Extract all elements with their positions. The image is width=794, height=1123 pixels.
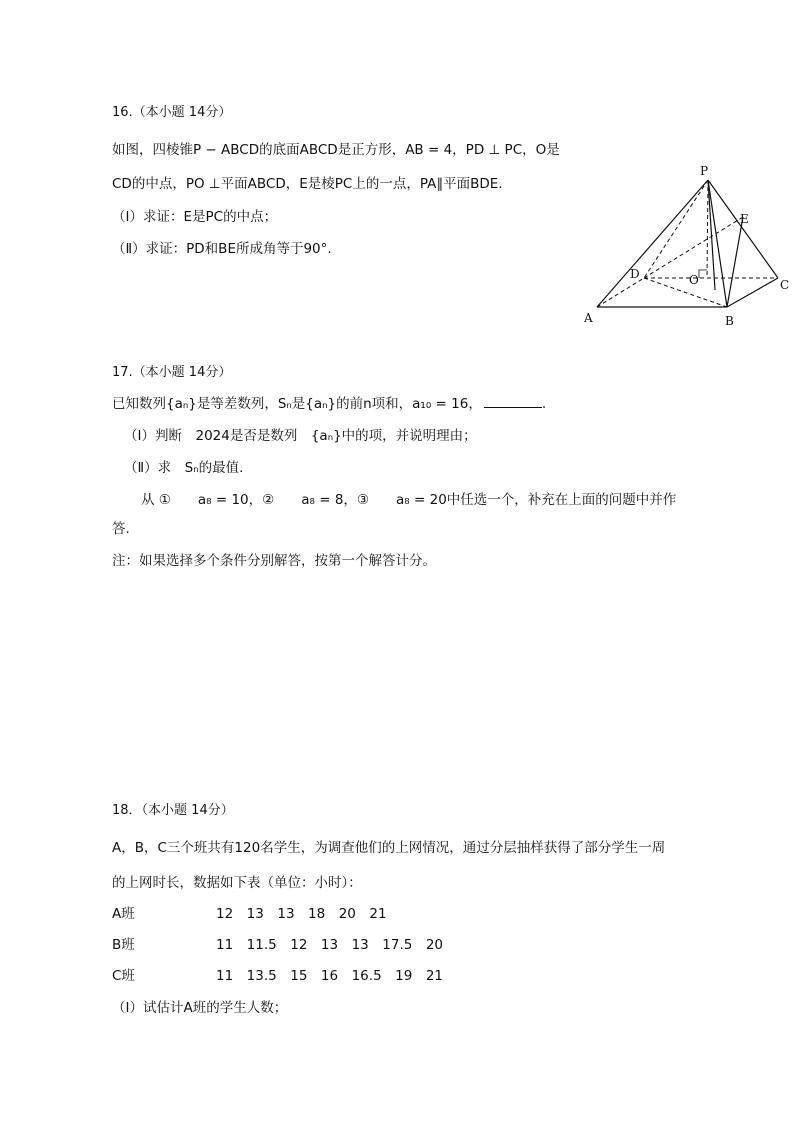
- q17-part1: （Ⅰ）判断 2024是否是数列 {aₙ}中的项，并说明理由；: [124, 428, 477, 444]
- row-values-b: 11 11.5 12 13 13 17.5 20: [216, 937, 444, 953]
- q18-part1: （Ⅰ）试估计A班的学生人数；: [112, 1000, 288, 1016]
- q16-part2: （Ⅱ）求证：PD和BE所成角等于90°.: [112, 241, 332, 257]
- q17-choose-cont: 答.: [112, 521, 130, 537]
- q16-text-line2: CD的中点，PO ⊥平面ABCD，E是棱PC上的一点，PA∥平面BDE.: [112, 176, 503, 192]
- q17-text-line1: 已知数列{aₙ}是等差数列，Sₙ是{aₙ}的前n项和，a₁₀ = 16， .: [112, 396, 547, 412]
- pyramid-figure: [575, 160, 794, 335]
- label-D: D: [630, 267, 640, 281]
- q17-blank: [484, 395, 542, 408]
- row-label-a: A班: [112, 906, 135, 922]
- q18-row-b: [112, 935, 135, 955]
- row-label-c: C班: [112, 968, 135, 984]
- label-B: B: [725, 314, 734, 328]
- label-C: C: [780, 278, 790, 292]
- edge-PD: [644, 180, 708, 278]
- q18-header: 18．（本小题 14分）: [112, 803, 234, 818]
- q18-text-line1: A，B，C三个班共有120名学生，为调查他们的上网情况，通过分层抽样获得了部分学生一周: [112, 840, 666, 856]
- label-P: P: [700, 164, 709, 178]
- q16-text-line1: 如图，四棱锥P − ABCD的底面ABCD是正方形，AB = 4，PD ⊥ PC，O是: [112, 142, 560, 158]
- edge-AD: [597, 278, 644, 307]
- label-A: A: [584, 311, 593, 325]
- edge-PB: [708, 180, 727, 307]
- edge-PO: [707, 180, 708, 278]
- row-values-a: 12 13 13 18 20 21: [216, 906, 387, 922]
- q16-part1: （Ⅰ）求证：E是PC的中点；: [112, 209, 278, 225]
- row-values-c: 11 13.5 15 16 16.5 19 21: [216, 968, 444, 984]
- edge-BC: [727, 278, 778, 307]
- edge-PC: [708, 180, 778, 278]
- edge-PA: [597, 180, 708, 307]
- q17-stem: 已知数列{aₙ}是等差数列，Sₙ是{aₙ}的前n项和，a₁₀ = 16，: [112, 396, 482, 412]
- label-O: O: [689, 273, 699, 287]
- q17-part2: （Ⅱ）求 Sₙ的最值.: [124, 460, 244, 476]
- q18-row-c: [112, 966, 135, 986]
- right-angle-mark: [699, 270, 707, 278]
- edge-EB: [727, 217, 743, 307]
- q17-header: 17.（本小题 14分）: [112, 365, 232, 380]
- edge-P-inner: [708, 180, 715, 290]
- row-label-b: B班: [112, 937, 135, 953]
- edge-DE: [644, 217, 743, 278]
- q17-note: 注：如果选择多个条件分别解答，按第一个解答计分。: [112, 553, 436, 569]
- q18-text-line2: 的上网时长，数据如下表（单位：小时）：: [112, 875, 362, 891]
- q17-choose: 从 ① a₈ = 10，② a₈ = 8，③ a₈ = 20中任选一个，补充在上面的问题中并作: [141, 492, 677, 508]
- q16-header: 16.（本小题 14分）: [112, 105, 232, 120]
- q18-row-a: [112, 904, 135, 924]
- label-E: E: [740, 212, 749, 226]
